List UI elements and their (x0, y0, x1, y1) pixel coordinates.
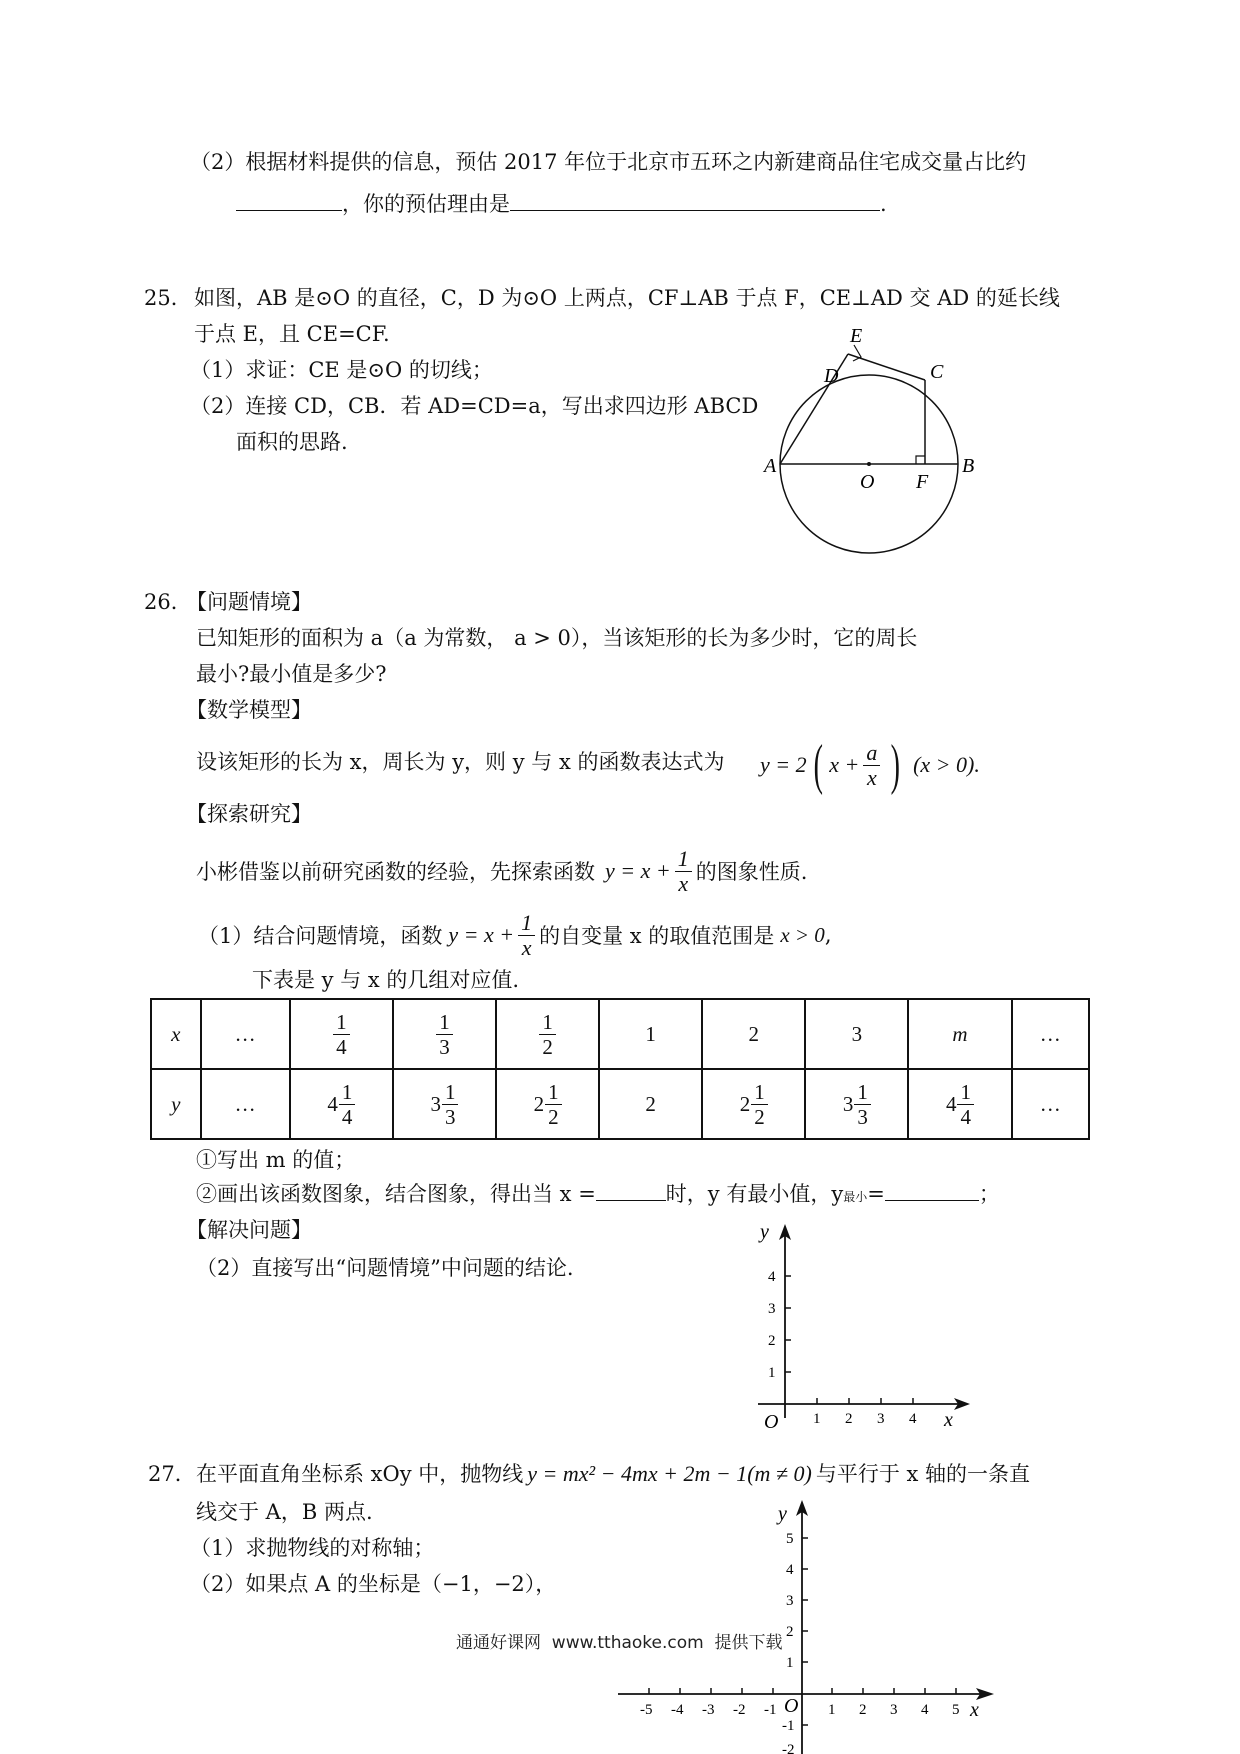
x-tick-neg2: -2 (733, 1702, 746, 1718)
model-formula-b: x + (829, 752, 860, 777)
x-tick-3: 3 (877, 1411, 885, 1427)
x-tick-neg5: -5 (640, 1702, 653, 1718)
x-tick-neg3: -3 (702, 1702, 715, 1718)
answer-blank[interactable] (510, 190, 880, 211)
x-tick-neg1: -1 (764, 1702, 777, 1718)
q26-part2: （2）直接写出“问题情境”中问题的结论. (196, 1256, 574, 1280)
q24-part2-text: （2）根据材料提供的信息，预估 2017 年位于北京市五环之内新建商品住宅成交量占比约 (190, 150, 1027, 174)
label-b: B (962, 455, 975, 477)
frac-den: x (521, 934, 532, 960)
cell-x-quarter: $\frac{1}{4}$ (290, 999, 393, 1069)
label-c: C (930, 361, 944, 383)
q27-line1-a: 在平面直角坐标系 xOy 中，抛物线 (196, 1462, 524, 1486)
part1-a: （1）结合问题情境，函数 (198, 924, 443, 948)
y-tick-1: 1 (786, 1655, 794, 1671)
q24-part2-line2 (236, 190, 887, 218)
cell-y-2-1-2: 2 $\frac{1}{2}$ (702, 1069, 805, 1139)
q26-problem-b: 最小?最小值是多少? (196, 662, 387, 686)
q27-part2: （2）如果点 A 的坐标是（−1，−2）， (190, 1572, 557, 1596)
x-tick-1: 1 (828, 1702, 836, 1718)
q24-part2-mid: ，你的预估理由是 (342, 192, 510, 216)
fraction-1-over-x (675, 847, 692, 896)
y-axis-label: y (778, 1503, 787, 1525)
cell-y-2: 2 (599, 1069, 702, 1139)
explore-text-b: 的图象性质. (695, 860, 808, 884)
sub2-c: = (867, 1182, 885, 1206)
q26-model-line (196, 748, 724, 776)
y-tick-neg1: -1 (782, 1718, 795, 1734)
y-axis-label: y (760, 1221, 769, 1243)
cell-y-4-1-4: 4 $\frac{1}{4}$ (908, 1069, 1011, 1139)
q27-parabola-formula: y = mx² − 4mx + 2m − 1(m ≠ 0) (527, 1461, 812, 1486)
answer-blank[interactable] (236, 190, 342, 211)
cell-y-4-1-4: 4 $\frac{1}{4}$ (290, 1069, 393, 1139)
frac-num: 1 (518, 911, 535, 936)
explore-text-a: 小彬借鉴以前研究函数的经验，先探索函数 (196, 860, 595, 884)
circle-figure (764, 320, 990, 560)
y-tick-5: 5 (786, 1531, 794, 1547)
x-tick-2: 2 (845, 1411, 853, 1427)
sub2-b: 时，y 有最小值，y (665, 1182, 844, 1206)
sub2-subscript: 最小 (843, 1190, 868, 1204)
label-a: A (764, 455, 777, 477)
q25-line2: 于点 E，且 CE=CF. (194, 322, 390, 346)
explore-line (196, 836, 807, 906)
q25-part2b: 面积的思路. (236, 430, 348, 454)
q27-line1-b: 与平行于 x 轴的一条直 (815, 1462, 1031, 1486)
sub2-d: ； (978, 1182, 1000, 1206)
cell-x-half: $\frac{1}{2}$ (496, 999, 599, 1069)
cell-x-1: 1 (599, 999, 702, 1069)
x-tick-5: 5 (952, 1702, 960, 1718)
cell-ellipsis: … (201, 999, 290, 1069)
table-intro: 下表是 y 与 x 的几组对应值. (252, 968, 520, 992)
cell-x-3: 3 (805, 999, 908, 1069)
answer-blank[interactable] (596, 1180, 666, 1201)
model-formula (760, 730, 980, 800)
q27-number: 27． (148, 1462, 196, 1486)
origin-label: O (764, 1411, 779, 1433)
label-e: E (850, 325, 863, 347)
q26-heading-explore: 【探索研究】 (186, 802, 312, 826)
y-tick-neg2: -2 (782, 1742, 795, 1754)
paren-open: ( (813, 734, 823, 796)
y-tick-1: 1 (768, 1365, 776, 1381)
x-tick-2: 2 (859, 1702, 867, 1718)
paren-close: ) (891, 734, 901, 796)
q27-line2: 线交于 A，B 两点. (196, 1500, 373, 1524)
graph-q27 (610, 1496, 1006, 1754)
part1-b: 的自变量 x 的取值范围是 (539, 924, 775, 948)
right-angle-f (916, 456, 925, 464)
cell-x-2: 2 (702, 999, 805, 1069)
y-tick-4: 4 (786, 1562, 794, 1578)
x-tick-4: 4 (921, 1702, 929, 1718)
q26-heading-solve: 【解决问题】 (186, 1218, 312, 1242)
q24-part2-end: . (880, 192, 887, 216)
y-tick-2: 2 (786, 1624, 794, 1640)
q27-line1 (196, 1460, 1030, 1488)
model-formula-a: y = 2 (760, 752, 807, 777)
frac-den: x (867, 764, 877, 790)
cell-y-3-1-3: 3 $\frac{1}{3}$ (393, 1069, 496, 1139)
cell-x-m: m (908, 999, 1011, 1069)
q26-sub2 (196, 1180, 1000, 1211)
y-tick-3: 3 (768, 1301, 776, 1317)
x-tick-3: 3 (890, 1702, 898, 1718)
answer-blank[interactable] (885, 1180, 979, 1201)
table-row-y (151, 1069, 1089, 1139)
x-axis-label: x (970, 1699, 979, 1721)
q25-number: 25． (144, 286, 192, 310)
fraction-1-over-x (518, 911, 535, 960)
value-table (150, 998, 1090, 1140)
q25-part1: （1）求证：CE 是⊙O 的切线； (190, 358, 493, 382)
q27-part1: （1）求抛物线的对称轴； (190, 1536, 435, 1560)
sub2-a: ②画出该函数图象，结合图象，得出当 x = (196, 1182, 596, 1206)
frac-den: x (678, 870, 689, 896)
footer-watermark: 通通好课网 www.tthaoke.com 提供下载 (456, 1633, 783, 1653)
table-row-x (151, 999, 1089, 1069)
center-dot (867, 462, 871, 466)
frac-num: 1 (675, 847, 692, 872)
q25-part2a: （2）连接 CD，CB．若 AD=CD=a，写出求四边形 ABCD (190, 394, 759, 418)
part1-formula: y = x + (448, 922, 515, 947)
x-tick-neg4: -4 (671, 1702, 684, 1718)
origin-label: O (784, 1695, 799, 1717)
cell-ellipsis: … (201, 1069, 290, 1139)
q26-sub1: ①写出 m 的值； (196, 1148, 356, 1172)
explore-formula: y = x + (605, 858, 671, 883)
q25-line1: 如图，AB 是⊙O 的直径，C，D 为⊙O 上两点，CF⊥AB 于点 F，CE⊥AD 交 AD 的延长线 (194, 286, 1060, 310)
label-f: F (916, 471, 929, 493)
q26-problem-a: 已知矩形的面积为 a（a 为常数， a > 0），当该矩形的长为多少时，它的周长 (196, 626, 918, 650)
q26-number: 26． (144, 590, 192, 614)
frac-num: a (863, 741, 880, 766)
model-formula-c: (x > 0). (913, 752, 980, 777)
label-o: O (860, 471, 875, 493)
x-tick-1: 1 (813, 1411, 821, 1427)
y-tick-2: 2 (768, 1333, 776, 1349)
graph-q26 (750, 1218, 980, 1433)
q26-model-text: 设该矩形的长为 x，周长为 y，则 y 与 x 的函数表达式为 (196, 750, 725, 774)
q26-heading-model: 【数学模型】 (186, 698, 312, 722)
cell-ellipsis: … (1012, 999, 1089, 1069)
q26-heading-problem: 【问题情境】 (186, 590, 312, 614)
part1-c: x > 0 (780, 922, 825, 947)
cell-y-label: y (151, 1069, 201, 1139)
part1-d: , (824, 923, 832, 947)
part1-line (198, 900, 832, 970)
y-tick-4: 4 (768, 1269, 776, 1285)
fraction-a-over-x (863, 741, 880, 790)
cell-ellipsis: … (1012, 1069, 1089, 1139)
x-axis-label: x (944, 1409, 953, 1431)
y-tick-3: 3 (786, 1593, 794, 1609)
label-d: D (824, 365, 839, 387)
cell-y-3-1-3: 3 $\frac{1}{3}$ (805, 1069, 908, 1139)
cell-y-2-1-2: 2 $\frac{1}{2}$ (496, 1069, 599, 1139)
cell-x-third: $\frac{1}{3}$ (393, 999, 496, 1069)
x-tick-4: 4 (909, 1411, 917, 1427)
cell-x-label: x (151, 999, 201, 1069)
